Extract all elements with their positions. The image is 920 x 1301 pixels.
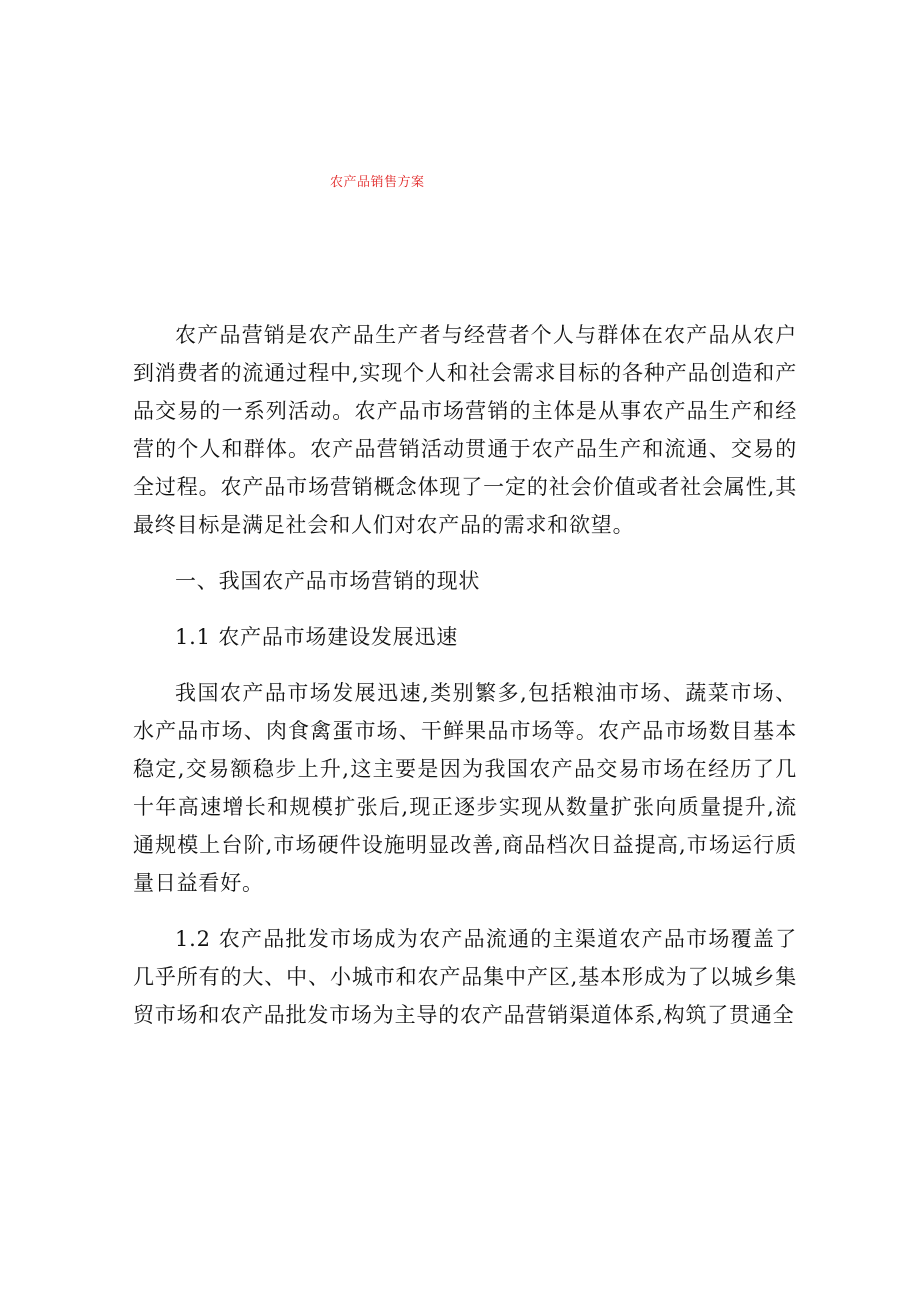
subsection-heading-1-1: 1.1 农产品市场建设发展迅速: [175, 625, 459, 649]
wholesale-market-paragraph: 1.2 农产品批发市场成为农产品流通的主渠道农产品市场覆盖了几乎所有的大、中、小城市和农产品集中产区,基本形成为了以城乡集贸市场和农产品批发市场为主导的农产品营销渠道体系,构筑了贯通全: [133, 927, 797, 1027]
document-title: 农产品销售方案: [330, 175, 425, 190]
market-development-paragraph: 我国农产品市场发展迅速,类别繁多,包括粮油市场、蔬菜市场、水产品市场、肉食禽蛋市场、干鲜果品市场等。农产品市场数目基本稳定,交易额稳步上升,这主要是因为我国农产品交易市场在经历了几十年高速增长和规模扩张后,现正逐步实现从数量扩张向质量提升,流通规模上台阶,市场硬件设施明显改善,商品档次日益提高,市场运行质量日益看好。: [133, 681, 797, 895]
section-heading-1: 一、我国农产品市场营销的现状: [175, 569, 481, 593]
document-body: [133, 316, 797, 1034]
intro-paragraph: 农产品营销是农产品生产者与经营者个人与群体在农产品从农户到消费者的流通过程中,实现个人和社会需求目标的各种产品创造和产品交易的一系列活动。农产品市场营销的主体是从事农产品生产和经营的个人和群体。农产品营销活动贯通于农产品生产和流通、交易的全过程。农产品市场营销概念体现了一定的社会价值或者社会属性,其最终目标是满足社会和人们对农产品的需求和欲望。: [133, 323, 797, 537]
